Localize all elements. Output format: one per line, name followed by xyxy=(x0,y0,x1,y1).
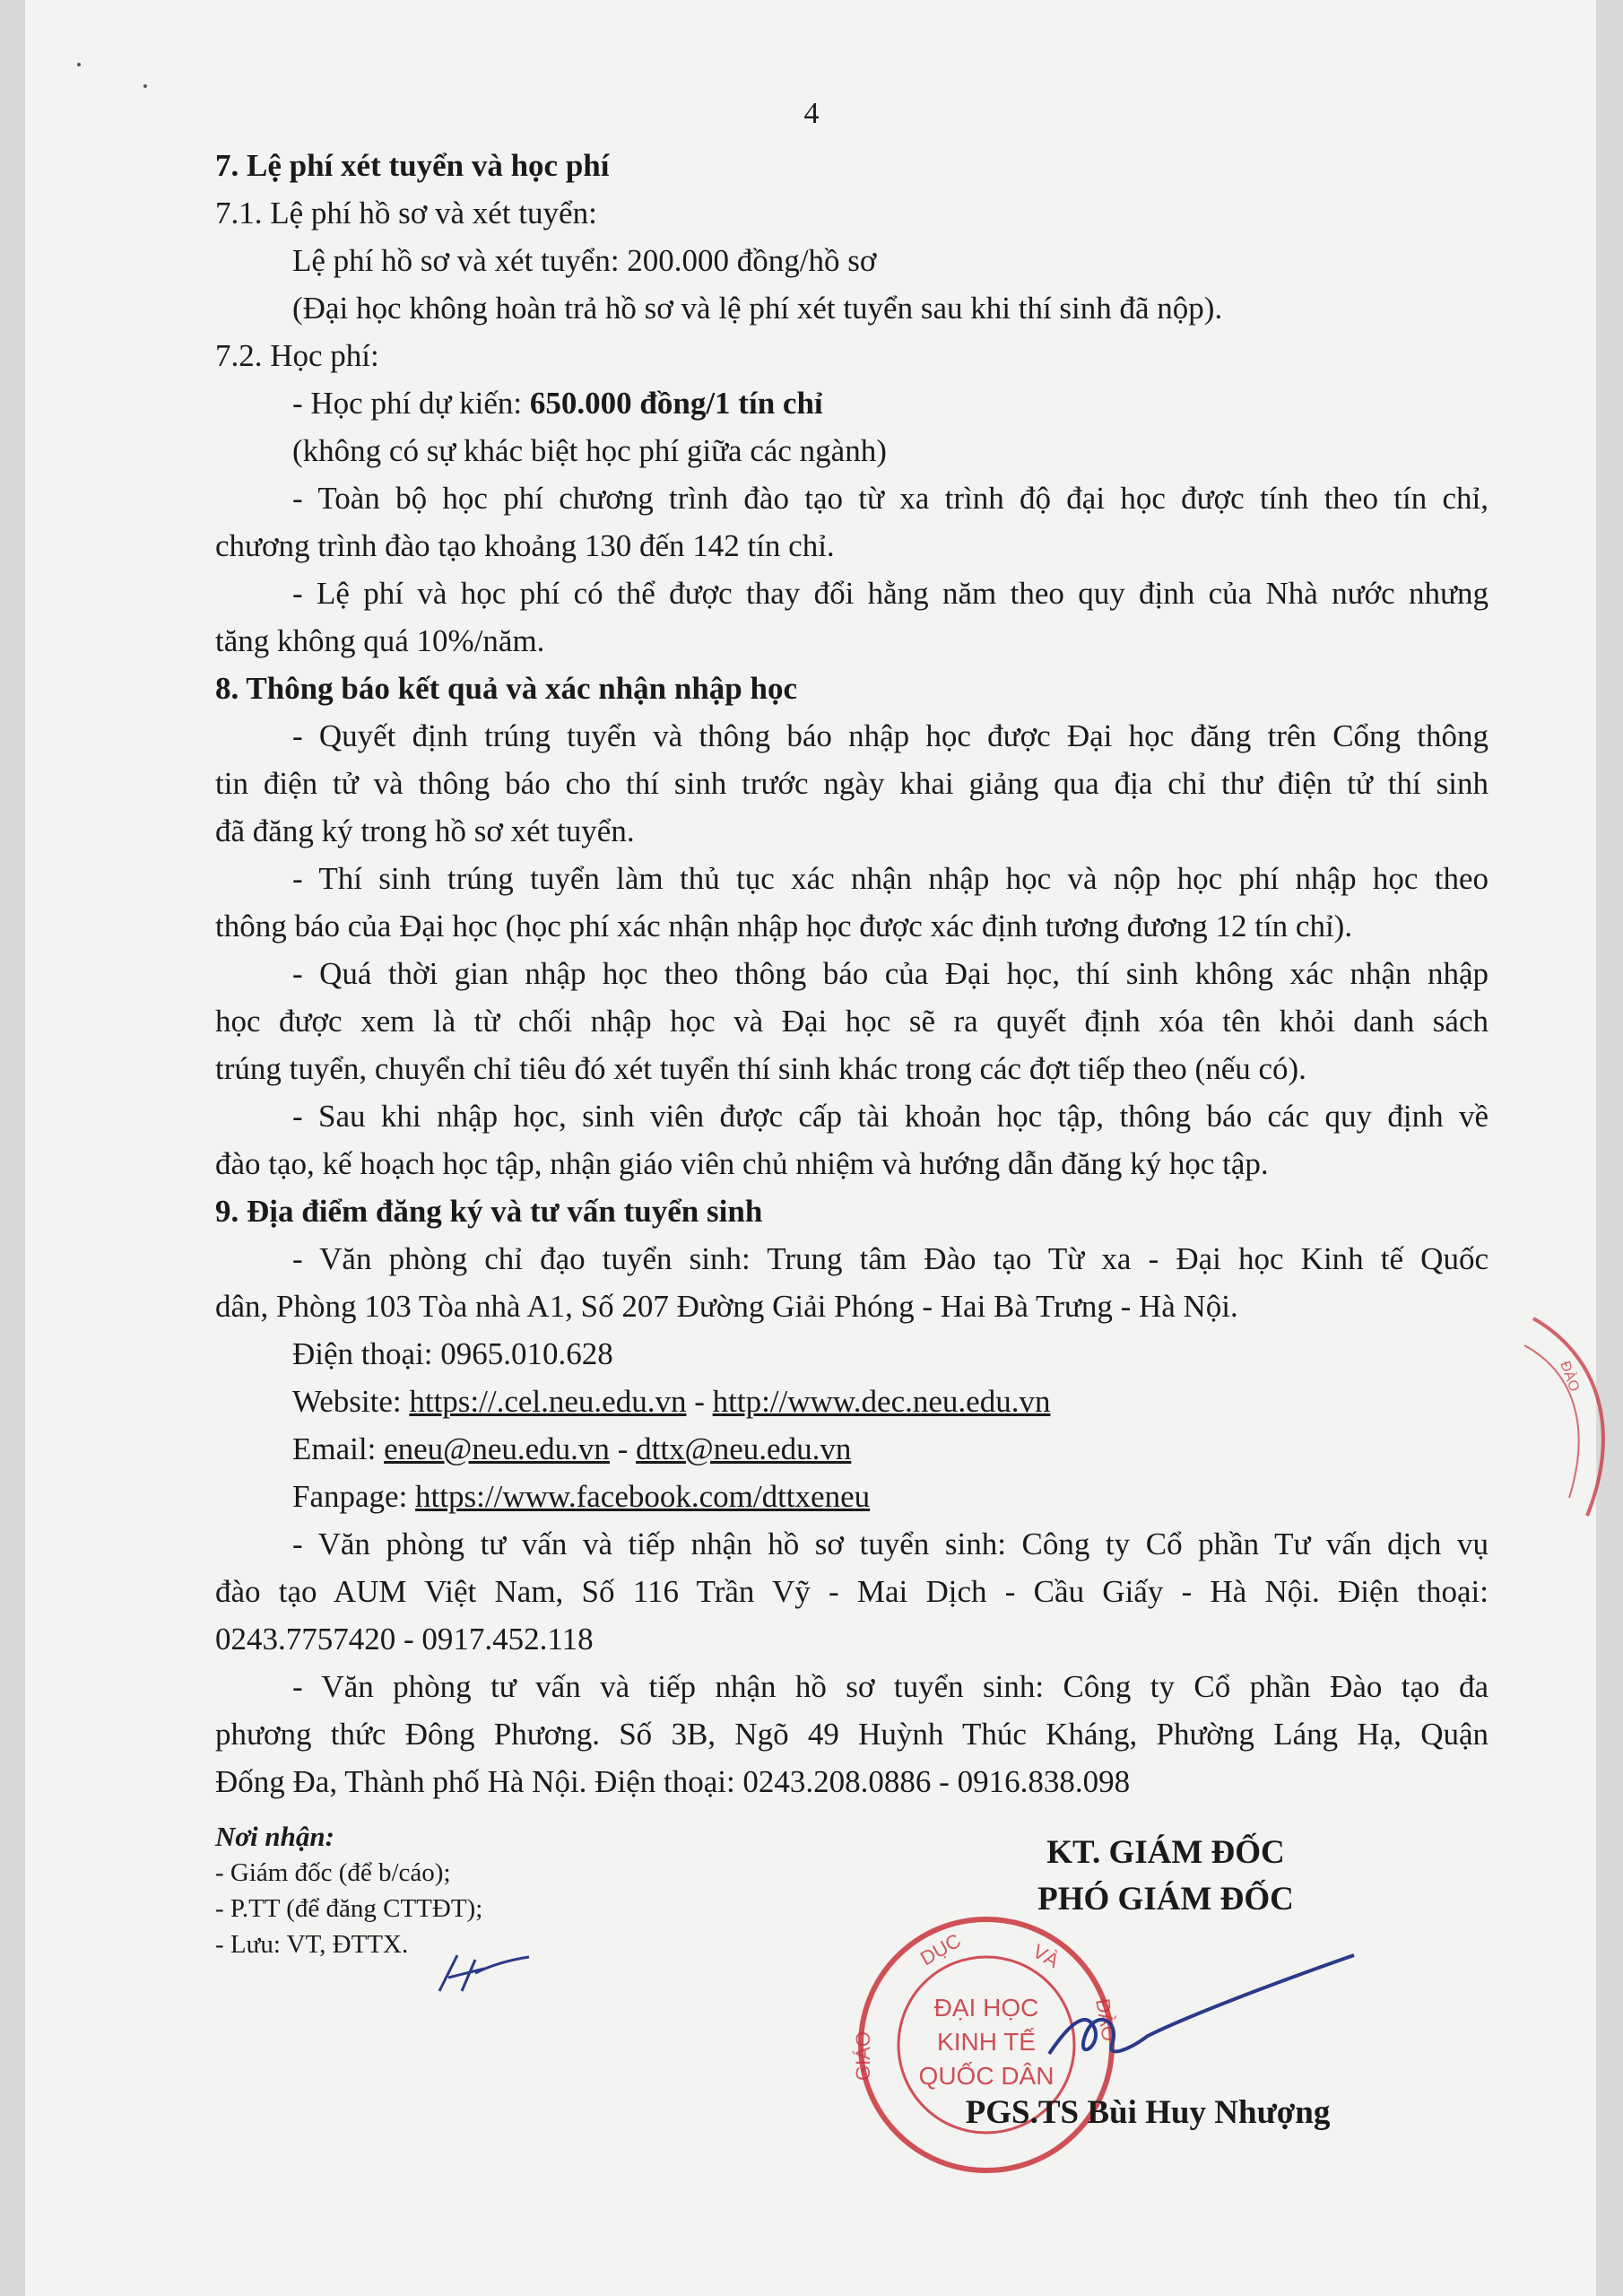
separator: - xyxy=(609,1431,637,1466)
paragraph-line: chương trình đào tạo khoảng 130 đến 142 tín chỉ. xyxy=(215,528,835,563)
svg-text:DỤC: DỤC xyxy=(916,1928,965,1970)
paragraph-line: thông báo của Đại học (học phí xác nhận nhập học được xác định tương đương 12 tín chỉ). xyxy=(215,909,1353,944)
recipient-item: - Lưu: VT, ĐTTX. xyxy=(215,1930,409,1959)
paragraph-line: 0243.7757420 - 0917.452.118 xyxy=(215,1622,594,1657)
email-line xyxy=(215,1425,1488,1473)
svg-text:VÀ: VÀ xyxy=(1028,1939,1063,1973)
fee-note: (Đại học không hoàn trả hồ sơ và lệ phí xét tuyển sau khi thí sinh đã nộp). xyxy=(292,291,1223,326)
signer-name: PGS.TS Bùi Huy Nhượng xyxy=(965,2094,1331,2131)
recipient-item: - Giám đốc (để b/cáo); xyxy=(215,1858,451,1887)
phone-line: Điện thoại: 0965.010.628 xyxy=(292,1336,613,1371)
tuition-prefix: - Học phí dự kiến: xyxy=(292,386,530,421)
paragraph-line: đã đăng ký trong hồ sơ xét tuyển. xyxy=(215,813,635,848)
page-number: 4 xyxy=(803,97,820,130)
fanpage-link[interactable]: https://www.facebook.com/dttxeneu xyxy=(415,1479,871,1514)
paragraph-line: đào tạo AUM Việt Nam, Số 116 Trần Vỹ - Mai Dịch - Cầu Giấy - Hà Nội. Điện thoại: xyxy=(215,1574,1488,1609)
paragraph-line: - Quyết định trúng tuyển và thông báo nhập học được Đại học đăng trên Cổng thông xyxy=(292,718,1488,753)
recipients-title: Nơi nhận: xyxy=(215,1821,334,1852)
seal-text-line: KINH TẾ xyxy=(937,2028,1036,2056)
svg-text:ĐÀO: ĐÀO xyxy=(1557,1359,1583,1394)
document-body xyxy=(215,142,1488,1805)
director-signature xyxy=(1031,1946,1363,2090)
website-label: Website: xyxy=(292,1384,410,1419)
paragraph-line: - Văn phòng tư vấn và tiếp nhận hồ sơ tuyển sinh: Công ty Cổ phần Đào tạo đa xyxy=(292,1669,1488,1704)
paragraph-line: - Lệ phí và học phí có thể được thay đổi hằng năm theo quy định của Nhà nước nhưng xyxy=(292,576,1488,611)
section-8-heading: 8. Thông báo kết quả và xác nhận nhập học xyxy=(215,671,798,706)
email-label: Email: xyxy=(292,1431,385,1466)
paragraph-line: học được xem là từ chối nhập học và Đại học sẽ ra quyết định xóa tên khỏi danh sách xyxy=(215,1004,1488,1039)
signature-title-1: KT. GIÁM ĐỐC xyxy=(1046,1834,1285,1871)
website-link-2[interactable]: http://www.dec.neu.edu.vn xyxy=(712,1384,1051,1419)
paragraph-line: phương thức Đông Phương. Số 3B, Ngõ 49 Huỳnh Thúc Kháng, Phường Láng Hạ, Quận xyxy=(215,1717,1488,1752)
paragraph-line: đào tạo, kế hoạch học tập, nhận giáo viên chủ nhiệm và hướng dẫn đăng ký học tập. xyxy=(215,1146,1269,1181)
scan-speck xyxy=(143,84,147,88)
seal-text-line: QUỐC DÂN xyxy=(918,2062,1055,2090)
section-9-heading: 9. Địa điểm đăng ký và tư vấn tuyển sinh xyxy=(215,1194,763,1229)
seal-text-line: ĐẠI HỌC xyxy=(933,1994,1039,2022)
paragraph-line: - Sau khi nhập học, sinh viên được cấp tài khoản học tập, thông báo các quy định về xyxy=(292,1099,1488,1134)
separator: - xyxy=(686,1384,713,1419)
paragraph-line: trúng tuyển, chuyển chỉ tiêu đó xét tuyển thí sinh khác trong các đợt tiếp theo (nếu có). xyxy=(215,1051,1306,1086)
paragraph-line: tăng không quá 10%/năm. xyxy=(215,623,545,658)
application-fee: Lệ phí hồ sơ và xét tuyển: 200.000 đồng/hồ sơ xyxy=(292,243,877,278)
section-7-heading: 7. Lệ phí xét tuyển và học phí xyxy=(215,148,610,183)
paragraph-line: - Quá thời gian nhập học theo thông báo của Đại học, thí sinh không xác nhận nhập xyxy=(292,956,1488,991)
initials-signature xyxy=(421,1937,547,2009)
recipient-item: - P.TT (để đăng CTTĐT); xyxy=(215,1894,483,1923)
svg-text:ĐÀO: ĐÀO xyxy=(1091,1996,1121,2043)
tuition-value: 650.000 đồng/1 tín chỉ xyxy=(529,386,823,421)
svg-text:GIÁO: GIÁO xyxy=(852,2031,874,2081)
scan-speck xyxy=(77,63,81,66)
edge-seal-fragment xyxy=(1524,1300,1623,1534)
website-line xyxy=(215,1378,1488,1425)
email-link-1[interactable]: eneu@neu.edu.vn xyxy=(384,1431,610,1466)
paragraph-line: - Thí sinh trúng tuyển làm thủ tục xác nhận nhập học và nộp học phí nhập học theo xyxy=(292,861,1488,896)
tuition-line xyxy=(215,379,1488,427)
section-7-1-title: 7.1. Lệ phí hồ sơ và xét tuyển: xyxy=(215,196,597,230)
paragraph-line: tin điện tử và thông báo cho thí sinh trước ngày khai giảng qua địa chỉ thư điện tử thí sinh xyxy=(215,766,1488,801)
email-link-2[interactable]: dttx@neu.edu.vn xyxy=(636,1431,852,1466)
paragraph-line: dân, Phòng 103 Tòa nhà A1, Số 207 Đường Giải Phóng - Hai Bà Trưng - Hà Nội. xyxy=(215,1289,1238,1324)
paragraph-line: - Văn phòng chỉ đạo tuyển sinh: Trung tâm Đào tạo Từ xa - Đại học Kinh tế Quốc xyxy=(292,1241,1488,1276)
website-link-1[interactable]: https://.cel.neu.edu.vn xyxy=(409,1384,687,1419)
signature-title-2: PHÓ GIÁM ĐỐC xyxy=(1037,1881,1294,1918)
paragraph-line: - Văn phòng tư vấn và tiếp nhận hồ sơ tuyển sinh: Công ty Cổ phần Tư vấn dịch vụ xyxy=(292,1526,1488,1561)
section-7-2-title: 7.2. Học phí: xyxy=(215,338,379,373)
paragraph-line: - Toàn bộ học phí chương trình đào tạo từ xa trình độ đại học được tính theo tín chỉ, xyxy=(292,481,1488,516)
paragraph-line: Đống Đa, Thành phố Hà Nội. Điện thoại: 0243.208.0886 - 0916.838.098 xyxy=(215,1764,1131,1799)
tuition-note: (không có sự khác biệt học phí giữa các ngành) xyxy=(292,433,887,468)
fanpage-label: Fanpage: xyxy=(292,1479,416,1514)
fanpage-line xyxy=(215,1473,1488,1520)
